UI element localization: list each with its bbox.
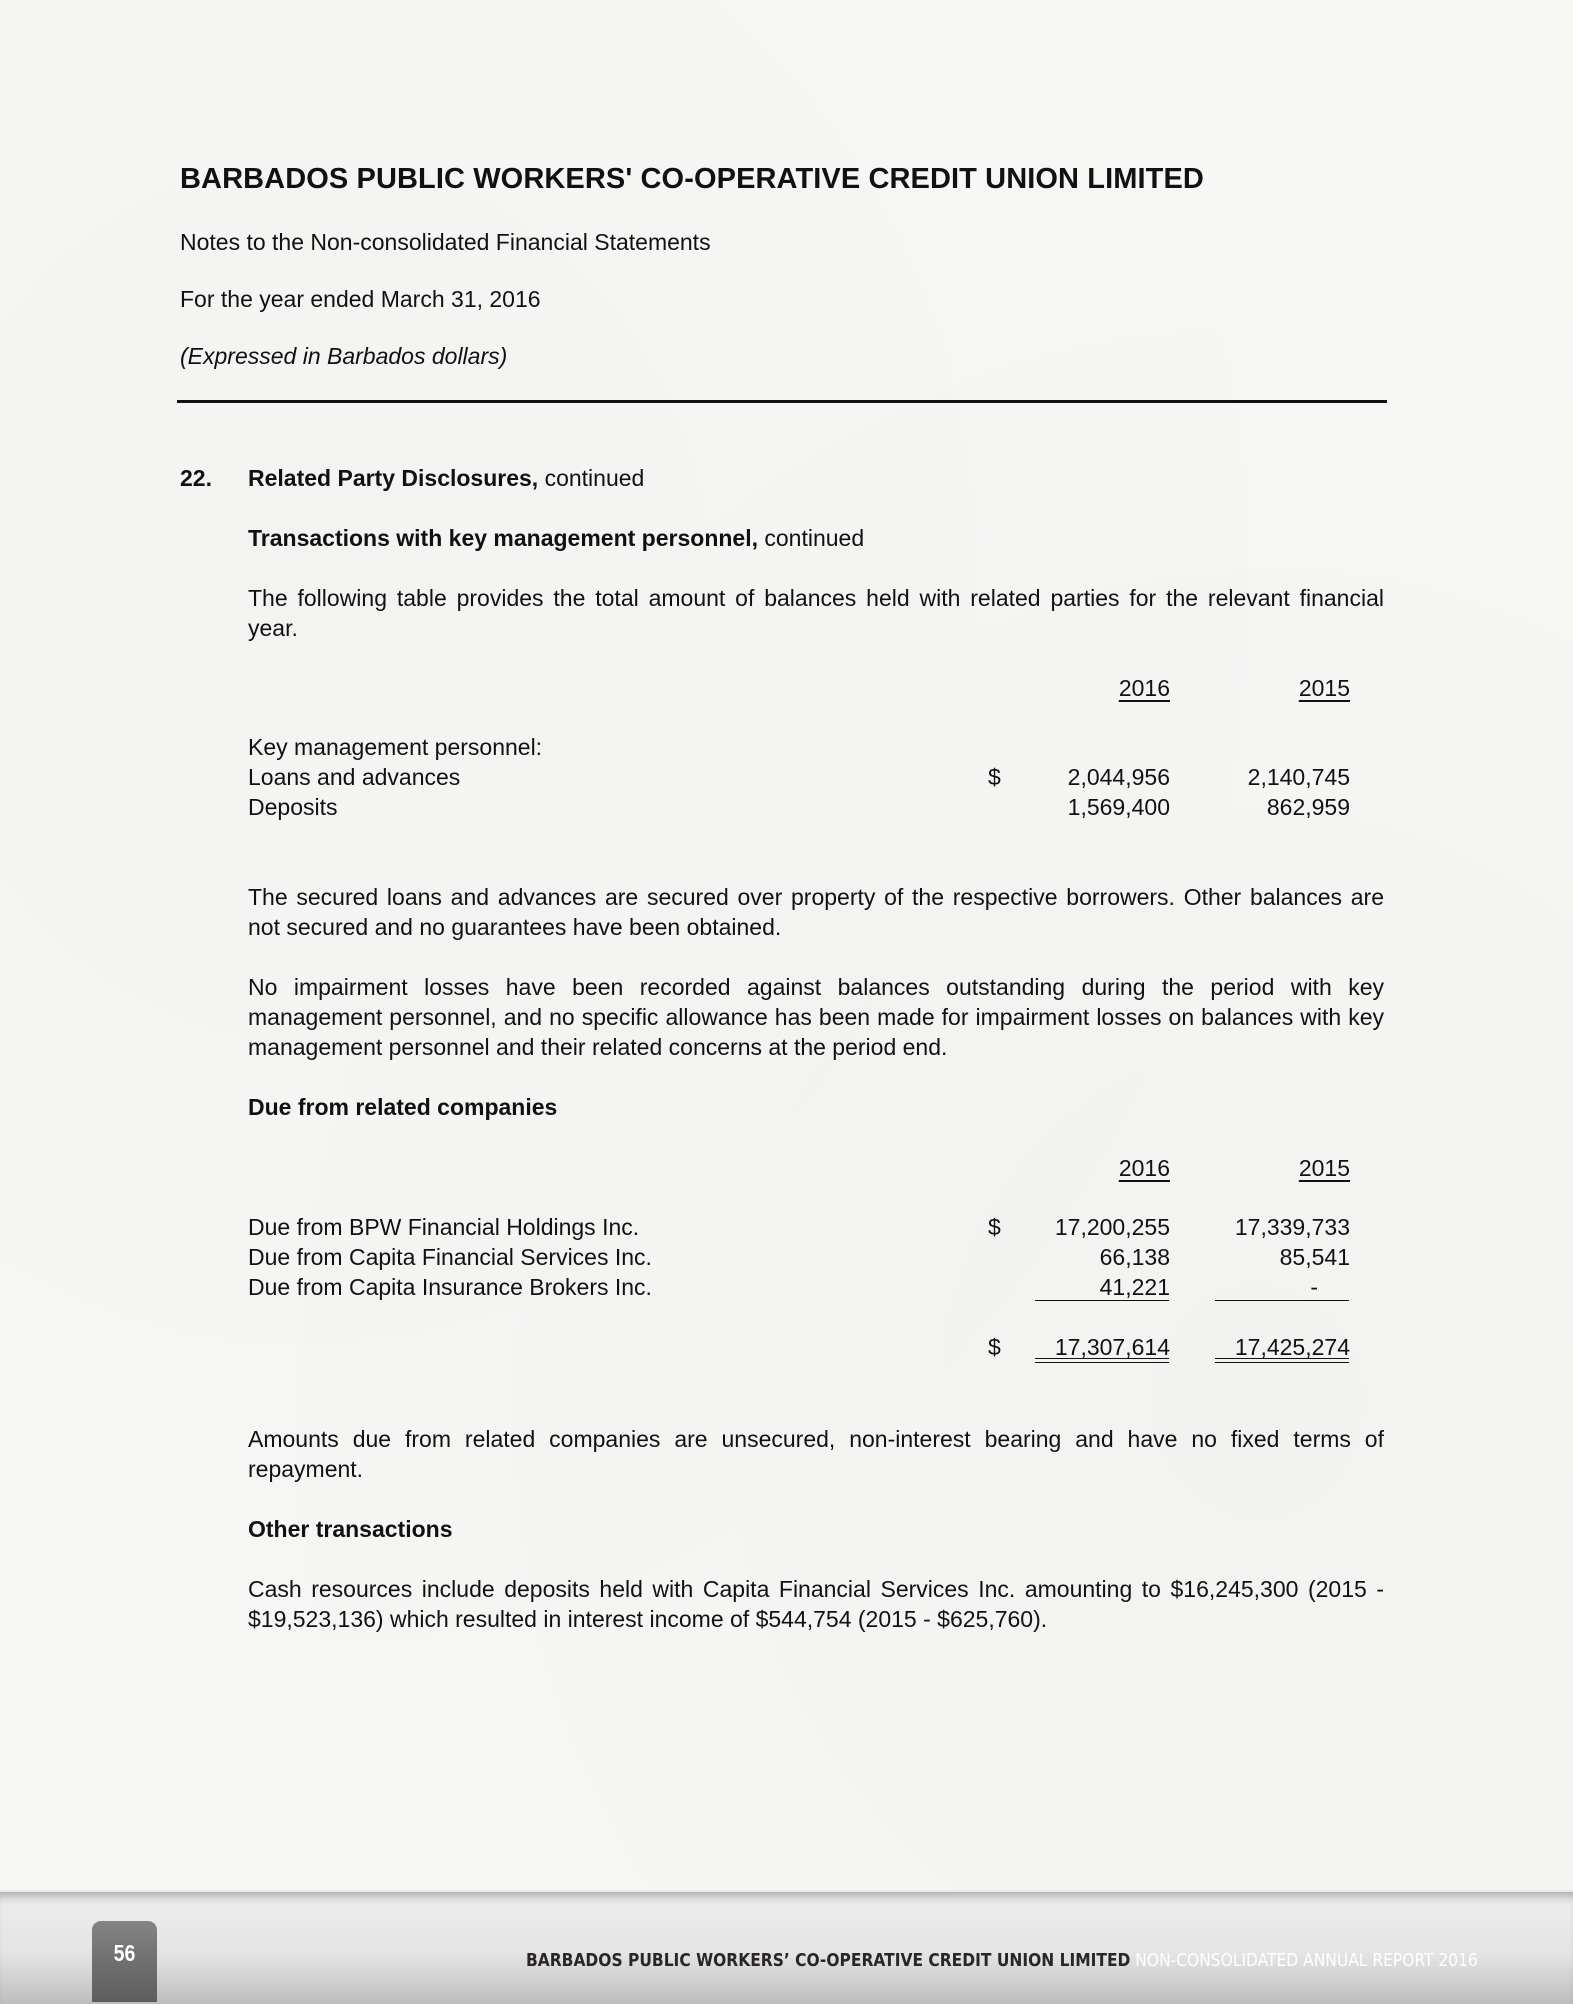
impairment-paragraph: No impairment losses have been recorded against balances outstanding during the period with key management personnel, and no specific allowance has been made for impairment losses on balances with key management personnel and their related concerns at the period end.	[248, 974, 1384, 1060]
row-label: Loans and advances	[248, 764, 461, 790]
intro-paragraph: The following table provides the total amount of balances held with related parties for the relevant financial year.	[248, 585, 1384, 641]
value-2015: 862,959	[1266, 794, 1350, 820]
value-2015: 2,140,745	[1247, 764, 1350, 790]
column-header-2015: 2015	[1298, 1155, 1350, 1181]
row-label: Due from Capita Financial Services Inc.	[248, 1244, 652, 1270]
row-label: Due from Capita Insurance Brokers Inc.	[248, 1274, 652, 1300]
note-title-suffix: continued	[538, 465, 645, 491]
value-2015: 17,339,733	[1234, 1214, 1350, 1240]
footer-report-name: NON-CONSOLIDATED ANNUAL REPORT 2016	[1130, 1950, 1478, 1971]
column-header-2016: 2016	[1118, 675, 1170, 701]
total-rule-2015	[1215, 1358, 1349, 1363]
total-2015: 17,425,274	[1234, 1334, 1350, 1360]
period-text: For the year ended March 31, 2016	[180, 286, 541, 312]
subtotal-rule-2016	[1035, 1300, 1169, 1301]
note-number: 22.	[180, 465, 212, 491]
note-title	[248, 465, 644, 492]
value-2016: 1,569,400	[1067, 794, 1170, 820]
column-header-2016: 2016	[1118, 1155, 1170, 1181]
currency-symbol: $	[988, 1334, 1001, 1360]
kmp-group-label: Key management personnel:	[248, 734, 543, 760]
notes-title: Notes to the Non-consolidated Financial Statements	[180, 229, 711, 255]
organization-title: BARBADOS PUBLIC WORKERS' CO-OPERATIVE CREDIT UNION LIMITED	[180, 163, 1204, 195]
row-label: Deposits	[248, 794, 338, 820]
value-2015: -	[1310, 1274, 1318, 1300]
currency-symbol: $	[988, 1214, 1001, 1240]
note-title-bold: Related Party Disclosures,	[248, 465, 539, 491]
footer-org-name: BARBADOS PUBLIC WORKERS’ CO-OPERATIVE CREDIT UNION LIMITED	[526, 1950, 1131, 1971]
subtotal-rule-2015	[1215, 1300, 1349, 1301]
kmp-heading	[248, 525, 864, 552]
other-heading: Other transactions	[248, 1516, 453, 1542]
footer-title	[526, 1950, 1478, 1971]
currency-symbol: $	[988, 764, 1001, 790]
header-divider	[177, 400, 1387, 403]
row-label: Due from BPW Financial Holdings Inc.	[248, 1214, 640, 1240]
currency-note: (Expressed in Barbados dollars)	[180, 343, 508, 369]
secured-paragraph: The secured loans and advances are secured over property of the respective borrowers. Other balances are not secured and no guarantees have been obtained.	[248, 884, 1384, 940]
page-number: 56	[113, 1940, 136, 1966]
value-2016: 2,044,956	[1067, 764, 1170, 790]
total-2016: 17,307,614	[1054, 1334, 1170, 1360]
due-paragraph: Amounts due from related companies are unsecured, non-interest bearing and have no fixed terms of repayment.	[248, 1426, 1384, 1482]
other-paragraph: Cash resources include deposits held with Capita Financial Services Inc. amounting to $16,245,300 (2015 - $19,523,136) which resulted in interest income of $544,754 (2015 - $625,760).	[248, 1576, 1384, 1632]
due-heading: Due from related companies	[248, 1094, 558, 1120]
column-header-2015: 2015	[1298, 675, 1350, 701]
kmp-heading-suffix: continued	[758, 525, 865, 551]
total-rule-2016	[1035, 1358, 1169, 1363]
value-2016: 66,138	[1099, 1244, 1170, 1270]
value-2015: 85,541	[1279, 1244, 1350, 1270]
page-footer	[0, 1890, 1573, 2004]
value-2016: 41,221	[1099, 1274, 1170, 1300]
value-2016: 17,200,255	[1054, 1214, 1170, 1240]
kmp-heading-bold: Transactions with key management personnel,	[248, 525, 758, 551]
